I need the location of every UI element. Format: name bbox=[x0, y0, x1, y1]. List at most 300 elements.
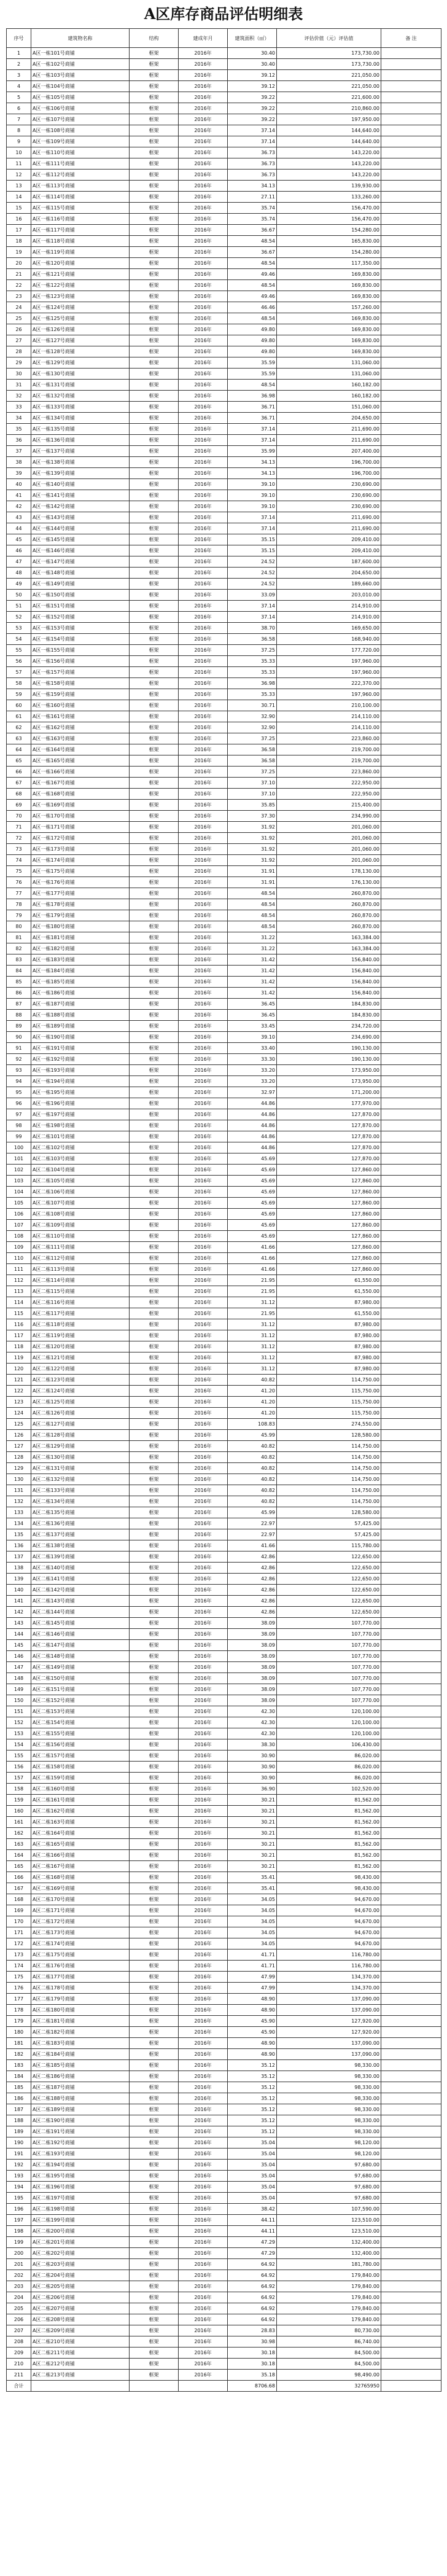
row-value: 137,090.00 bbox=[277, 2049, 381, 2060]
row-no: 107 bbox=[7, 1220, 31, 1231]
table-row bbox=[7, 2314, 441, 2325]
row-value: 219,700.00 bbox=[277, 744, 381, 755]
row-value: 84,500.00 bbox=[277, 2359, 381, 2370]
row-struct: 框架 bbox=[130, 424, 179, 435]
row-area: 38.30 bbox=[228, 1739, 277, 1751]
row-area: 30.71 bbox=[228, 700, 277, 711]
row-struct: 框架 bbox=[130, 667, 179, 678]
row-struct: 框架 bbox=[130, 2193, 179, 2204]
row-struct: 框架 bbox=[130, 1518, 179, 1529]
row-no: 185 bbox=[7, 2082, 31, 2093]
table-row bbox=[7, 943, 441, 954]
row-note bbox=[381, 844, 441, 855]
row-name: A区一栋198号商铺 bbox=[31, 1120, 130, 1131]
row-value: 184,830.00 bbox=[277, 1010, 381, 1021]
row-no: 10 bbox=[7, 147, 31, 158]
row-value: 211,690.00 bbox=[277, 424, 381, 435]
row-struct: 框架 bbox=[130, 2082, 179, 2093]
row-value: 94,670.00 bbox=[277, 1905, 381, 1916]
row-year: 2016年 bbox=[179, 999, 228, 1010]
row-struct: 框架 bbox=[130, 1198, 179, 1209]
table-row bbox=[7, 435, 441, 446]
row-year: 2016年 bbox=[179, 1872, 228, 1883]
row-no: 164 bbox=[7, 1850, 31, 1861]
row-no: 207 bbox=[7, 2325, 31, 2336]
row-value: 197,950.00 bbox=[277, 114, 381, 125]
row-year: 2016年 bbox=[179, 2160, 228, 2171]
row-struct: 框架 bbox=[130, 1673, 179, 1684]
row-name: A区二栋173号商铺 bbox=[31, 1927, 130, 1938]
row-year: 2016年 bbox=[179, 1474, 228, 1485]
row-struct: 框架 bbox=[130, 92, 179, 103]
row-note bbox=[381, 855, 441, 866]
row-year: 2016年 bbox=[179, 479, 228, 490]
row-no: 63 bbox=[7, 733, 31, 744]
table-row bbox=[7, 2193, 441, 2204]
row-note bbox=[381, 391, 441, 402]
row-struct: 框架 bbox=[130, 888, 179, 899]
row-struct: 框架 bbox=[130, 2359, 179, 2370]
row-no: 124 bbox=[7, 1408, 31, 1419]
row-note bbox=[381, 2049, 441, 2060]
row-year: 2016年 bbox=[179, 2237, 228, 2248]
row-name: A区一栋141号商铺 bbox=[31, 490, 130, 501]
row-value: 114,750.00 bbox=[277, 1463, 381, 1474]
row-name: A区二栋118号商铺 bbox=[31, 1319, 130, 1330]
row-struct: 框架 bbox=[130, 1386, 179, 1397]
row-name: A区二栋213号商铺 bbox=[31, 2370, 130, 2381]
row-name: A区二栋106号商铺 bbox=[31, 1187, 130, 1198]
row-struct: 框架 bbox=[130, 645, 179, 656]
total-area: 8706.68 bbox=[228, 2381, 277, 2392]
row-name: A区一栋192号商铺 bbox=[31, 1054, 130, 1065]
row-struct: 框架 bbox=[130, 1684, 179, 1695]
row-no: 16 bbox=[7, 214, 31, 225]
row-name: A区一栋120号商铺 bbox=[31, 258, 130, 269]
row-struct: 框架 bbox=[130, 291, 179, 302]
row-area: 31.92 bbox=[228, 855, 277, 866]
row-year: 2016年 bbox=[179, 722, 228, 733]
row-note bbox=[381, 2005, 441, 2016]
row-year: 2016年 bbox=[179, 1574, 228, 1585]
row-no: 106 bbox=[7, 1209, 31, 1220]
row-year: 2016年 bbox=[179, 1673, 228, 1684]
row-note bbox=[381, 1463, 441, 1474]
row-note bbox=[381, 479, 441, 490]
row-note bbox=[381, 2126, 441, 2137]
row-name: A区一栋146号商铺 bbox=[31, 545, 130, 556]
row-struct: 框架 bbox=[130, 1297, 179, 1308]
row-no: 175 bbox=[7, 1972, 31, 1983]
row-name: A区一栋155号商铺 bbox=[31, 645, 130, 656]
row-struct: 框架 bbox=[130, 1905, 179, 1916]
table-row bbox=[7, 1209, 441, 1220]
table-row bbox=[7, 269, 441, 280]
table-row bbox=[7, 1430, 441, 1441]
row-note bbox=[381, 921, 441, 932]
row-note bbox=[381, 1187, 441, 1198]
row-area: 39.22 bbox=[228, 92, 277, 103]
row-name: A区二栋142号商铺 bbox=[31, 1585, 130, 1596]
row-no: 146 bbox=[7, 1651, 31, 1662]
row-name: A区一栋164号商铺 bbox=[31, 744, 130, 755]
table-row bbox=[7, 125, 441, 136]
row-struct: 框架 bbox=[130, 1551, 179, 1563]
row-value: 127,860.00 bbox=[277, 1253, 381, 1264]
row-area: 30.21 bbox=[228, 1839, 277, 1850]
row-year: 2016年 bbox=[179, 280, 228, 291]
row-name: A区一栋173号商铺 bbox=[31, 844, 130, 855]
row-area: 38.70 bbox=[228, 623, 277, 634]
row-struct: 框架 bbox=[130, 1817, 179, 1828]
row-area: 35.12 bbox=[228, 2060, 277, 2071]
row-area: 31.92 bbox=[228, 844, 277, 855]
row-area: 31.12 bbox=[228, 1341, 277, 1352]
row-name: A区一栋121号商铺 bbox=[31, 269, 130, 280]
row-struct: 框架 bbox=[130, 556, 179, 568]
table-row bbox=[7, 324, 441, 335]
row-struct: 框架 bbox=[130, 744, 179, 755]
row-name: A区二栋192号商铺 bbox=[31, 2137, 130, 2149]
row-note bbox=[381, 1927, 441, 1938]
row-value: 116,780.00 bbox=[277, 1961, 381, 1972]
row-area: 48.54 bbox=[228, 888, 277, 899]
row-area: 42.86 bbox=[228, 1596, 277, 1607]
row-name: A区一栋150号商铺 bbox=[31, 590, 130, 601]
row-struct: 框架 bbox=[130, 689, 179, 700]
header-year: 建成年月 bbox=[179, 29, 228, 48]
row-name: A区一栋147号商铺 bbox=[31, 556, 130, 568]
row-name: A区二栋116号商铺 bbox=[31, 1297, 130, 1308]
row-name: A区一栋139号商铺 bbox=[31, 468, 130, 479]
row-area: 35.04 bbox=[228, 2182, 277, 2193]
row-year: 2016年 bbox=[179, 2259, 228, 2270]
table-row bbox=[7, 203, 441, 214]
row-struct: 框架 bbox=[130, 158, 179, 170]
row-struct: 框架 bbox=[130, 1894, 179, 1905]
row-area: 38.42 bbox=[228, 2204, 277, 2215]
row-no: 122 bbox=[7, 1386, 31, 1397]
row-value: 106,430.00 bbox=[277, 1739, 381, 1751]
row-name: A区一栋102号商铺 bbox=[31, 59, 130, 70]
row-note bbox=[381, 1839, 441, 1850]
row-year: 2016年 bbox=[179, 1916, 228, 1927]
row-area: 38.09 bbox=[228, 1640, 277, 1651]
row-value: 97,680.00 bbox=[277, 2171, 381, 2182]
row-note bbox=[381, 468, 441, 479]
row-struct: 框架 bbox=[130, 1408, 179, 1419]
row-name: A区二栋102号商铺 bbox=[31, 1142, 130, 1153]
row-name: A区一栋181号商铺 bbox=[31, 932, 130, 943]
row-value: 169,650.00 bbox=[277, 623, 381, 634]
row-no: 104 bbox=[7, 1187, 31, 1198]
row-name: A区一栋103号商铺 bbox=[31, 70, 130, 81]
row-note bbox=[381, 888, 441, 899]
row-value: 234,690.00 bbox=[277, 1032, 381, 1043]
row-year: 2016年 bbox=[179, 700, 228, 711]
row-value: 131,060.00 bbox=[277, 369, 381, 380]
row-struct: 框架 bbox=[130, 501, 179, 512]
total-empty-note bbox=[381, 2381, 441, 2392]
row-year: 2016年 bbox=[179, 203, 228, 214]
row-value: 107,590.00 bbox=[277, 2204, 381, 2215]
row-no: 208 bbox=[7, 2336, 31, 2348]
row-name: A区二栋159号商铺 bbox=[31, 1773, 130, 1784]
row-no: 61 bbox=[7, 711, 31, 722]
row-note bbox=[381, 1717, 441, 1728]
row-note bbox=[381, 2359, 441, 2370]
row-no: 184 bbox=[7, 2071, 31, 2082]
row-year: 2016年 bbox=[179, 335, 228, 346]
row-note bbox=[381, 811, 441, 822]
row-no: 149 bbox=[7, 1684, 31, 1695]
row-name: A区一栋124号商铺 bbox=[31, 302, 130, 313]
row-value: 123,510.00 bbox=[277, 2226, 381, 2237]
row-year: 2016年 bbox=[179, 1209, 228, 1220]
row-area: 35.59 bbox=[228, 369, 277, 380]
row-struct: 框架 bbox=[130, 1706, 179, 1717]
row-value: 181,780.00 bbox=[277, 2259, 381, 2270]
row-area: 30.21 bbox=[228, 1850, 277, 1861]
row-note bbox=[381, 2226, 441, 2237]
table-row bbox=[7, 1507, 441, 1518]
valuation-table bbox=[6, 28, 441, 2392]
row-year: 2016年 bbox=[179, 1905, 228, 1916]
row-note bbox=[381, 2193, 441, 2204]
table-row bbox=[7, 634, 441, 645]
row-value: 87,980.00 bbox=[277, 1364, 381, 1375]
row-note bbox=[381, 2060, 441, 2071]
row-area: 35.59 bbox=[228, 357, 277, 369]
row-note bbox=[381, 2215, 441, 2226]
row-area: 37.25 bbox=[228, 767, 277, 778]
table-row bbox=[7, 136, 441, 147]
row-year: 2016年 bbox=[179, 789, 228, 800]
table-row bbox=[7, 1253, 441, 1264]
row-name: A区二栋103号商铺 bbox=[31, 1153, 130, 1165]
row-no: 3 bbox=[7, 70, 31, 81]
row-year: 2016年 bbox=[179, 1065, 228, 1076]
row-year: 2016年 bbox=[179, 1397, 228, 1408]
row-note bbox=[381, 1673, 441, 1684]
row-name: A区二栋165号商铺 bbox=[31, 1839, 130, 1850]
row-struct: 框架 bbox=[130, 2137, 179, 2149]
row-struct: 框架 bbox=[130, 2149, 179, 2160]
row-year: 2016年 bbox=[179, 2038, 228, 2049]
row-value: 169,830.00 bbox=[277, 346, 381, 357]
row-no: 89 bbox=[7, 1021, 31, 1032]
row-no: 18 bbox=[7, 236, 31, 247]
row-area: 35.41 bbox=[228, 1872, 277, 1883]
row-note bbox=[381, 1319, 441, 1330]
row-value: 94,670.00 bbox=[277, 1916, 381, 1927]
row-note bbox=[381, 1176, 441, 1187]
row-name: A区一栋190号商铺 bbox=[31, 1032, 130, 1043]
row-name: A区一栋119号商铺 bbox=[31, 247, 130, 258]
row-struct: 框架 bbox=[130, 1220, 179, 1231]
row-year: 2016年 bbox=[179, 258, 228, 269]
row-no: 181 bbox=[7, 2038, 31, 2049]
row-value: 197,960.00 bbox=[277, 667, 381, 678]
row-name: A区一栋157号商铺 bbox=[31, 667, 130, 678]
table-row bbox=[7, 1563, 441, 1574]
row-note bbox=[381, 711, 441, 722]
row-year: 2016年 bbox=[179, 247, 228, 258]
row-value: 57,425.00 bbox=[277, 1518, 381, 1529]
table-row bbox=[7, 2149, 441, 2160]
row-no: 36 bbox=[7, 435, 31, 446]
row-note bbox=[381, 1728, 441, 1739]
table-row bbox=[7, 2303, 441, 2314]
row-struct: 框架 bbox=[130, 1983, 179, 1994]
row-name: A区一栋197号商铺 bbox=[31, 1109, 130, 1120]
table-row bbox=[7, 247, 441, 258]
row-struct: 框架 bbox=[130, 125, 179, 136]
row-area: 48.90 bbox=[228, 2038, 277, 2049]
row-value: 115,750.00 bbox=[277, 1408, 381, 1419]
row-area: 40.82 bbox=[228, 1452, 277, 1463]
row-struct: 框架 bbox=[130, 601, 179, 612]
row-value: 215,400.00 bbox=[277, 800, 381, 811]
row-area: 30.40 bbox=[228, 59, 277, 70]
row-area: 37.10 bbox=[228, 789, 277, 800]
table-row bbox=[7, 2126, 441, 2137]
row-value: 120,100.00 bbox=[277, 1728, 381, 1739]
row-no: 37 bbox=[7, 446, 31, 457]
row-struct: 框架 bbox=[130, 545, 179, 556]
row-year: 2016年 bbox=[179, 1640, 228, 1651]
table-row bbox=[7, 1618, 441, 1629]
row-year: 2016年 bbox=[179, 1463, 228, 1474]
row-area: 36.73 bbox=[228, 170, 277, 181]
table-row bbox=[7, 1983, 441, 1994]
table-row bbox=[7, 800, 441, 811]
row-name: A区二栋150号商铺 bbox=[31, 1673, 130, 1684]
table-row bbox=[7, 1905, 441, 1916]
row-year: 2016年 bbox=[179, 2292, 228, 2303]
row-year: 2016年 bbox=[179, 579, 228, 590]
row-area: 27.11 bbox=[228, 192, 277, 203]
row-value: 197,960.00 bbox=[277, 689, 381, 700]
table-row bbox=[7, 1762, 441, 1773]
table-row bbox=[7, 2137, 441, 2149]
row-area: 36.98 bbox=[228, 391, 277, 402]
row-no: 38 bbox=[7, 457, 31, 468]
row-name: A区二栋123号商铺 bbox=[31, 1375, 130, 1386]
table-row bbox=[7, 1662, 441, 1673]
row-struct: 框架 bbox=[130, 302, 179, 313]
row-year: 2016年 bbox=[179, 1021, 228, 1032]
table-row bbox=[7, 2281, 441, 2292]
row-no: 135 bbox=[7, 1529, 31, 1540]
row-year: 2016年 bbox=[179, 667, 228, 678]
row-value: 94,670.00 bbox=[277, 1894, 381, 1905]
row-name: A区一栋113号商铺 bbox=[31, 181, 130, 192]
row-area: 40.82 bbox=[228, 1463, 277, 1474]
row-name: A区一栋106号商铺 bbox=[31, 103, 130, 114]
row-area: 47.29 bbox=[228, 2248, 277, 2259]
row-area: 41.20 bbox=[228, 1397, 277, 1408]
row-area: 32.97 bbox=[228, 1087, 277, 1098]
table-row bbox=[7, 1264, 441, 1275]
row-note bbox=[381, 1308, 441, 1319]
row-value: 204,650.00 bbox=[277, 568, 381, 579]
table-row bbox=[7, 2027, 441, 2038]
row-no: 51 bbox=[7, 601, 31, 612]
row-name: A区一栋127号商铺 bbox=[31, 335, 130, 346]
row-name: A区二栋164号商铺 bbox=[31, 1828, 130, 1839]
row-struct: 框架 bbox=[130, 778, 179, 789]
row-no: 78 bbox=[7, 899, 31, 910]
row-no: 118 bbox=[7, 1341, 31, 1352]
row-struct: 框架 bbox=[130, 1563, 179, 1574]
row-year: 2016年 bbox=[179, 822, 228, 833]
row-year: 2016年 bbox=[179, 2071, 228, 2082]
row-value: 107,770.00 bbox=[277, 1629, 381, 1640]
row-no: 17 bbox=[7, 225, 31, 236]
row-no: 147 bbox=[7, 1662, 31, 1673]
row-year: 2016年 bbox=[179, 1330, 228, 1341]
row-value: 201,060.00 bbox=[277, 833, 381, 844]
row-note bbox=[381, 1297, 441, 1308]
row-struct: 框架 bbox=[130, 921, 179, 932]
row-area: 44.86 bbox=[228, 1131, 277, 1142]
row-no: 193 bbox=[7, 2171, 31, 2182]
row-note bbox=[381, 2137, 441, 2149]
row-year: 2016年 bbox=[179, 767, 228, 778]
row-area: 37.25 bbox=[228, 645, 277, 656]
row-area: 64.92 bbox=[228, 2259, 277, 2270]
row-year: 2016年 bbox=[179, 136, 228, 147]
row-struct: 框架 bbox=[130, 1054, 179, 1065]
row-struct: 框架 bbox=[130, 225, 179, 236]
row-no: 126 bbox=[7, 1430, 31, 1441]
row-no: 137 bbox=[7, 1551, 31, 1563]
row-no: 74 bbox=[7, 855, 31, 866]
table-row bbox=[7, 855, 441, 866]
row-struct: 框架 bbox=[130, 656, 179, 667]
row-area: 30.18 bbox=[228, 2348, 277, 2359]
row-value: 207,400.00 bbox=[277, 446, 381, 457]
row-value: 189,660.00 bbox=[277, 579, 381, 590]
row-name: A区二栋182号商铺 bbox=[31, 2027, 130, 2038]
row-no: 186 bbox=[7, 2093, 31, 2104]
row-year: 2016年 bbox=[179, 1419, 228, 1430]
row-value: 94,670.00 bbox=[277, 1927, 381, 1938]
row-name: A区一栋112号商铺 bbox=[31, 170, 130, 181]
row-name: A区二栋141号商铺 bbox=[31, 1574, 130, 1585]
row-struct: 框架 bbox=[130, 1463, 179, 1474]
row-value: 127,870.00 bbox=[277, 1131, 381, 1142]
row-value: 97,680.00 bbox=[277, 2160, 381, 2171]
row-value: 234,720.00 bbox=[277, 1021, 381, 1032]
row-no: 138 bbox=[7, 1563, 31, 1574]
row-no: 54 bbox=[7, 634, 31, 645]
table-row bbox=[7, 1065, 441, 1076]
row-value: 223,860.00 bbox=[277, 733, 381, 744]
total-empty-struct bbox=[130, 2381, 179, 2392]
row-struct: 框架 bbox=[130, 1474, 179, 1485]
row-no: 53 bbox=[7, 623, 31, 634]
row-no: 50 bbox=[7, 590, 31, 601]
row-year: 2016年 bbox=[179, 966, 228, 977]
row-struct: 框架 bbox=[130, 579, 179, 590]
row-value: 156,840.00 bbox=[277, 966, 381, 977]
row-area: 35.15 bbox=[228, 545, 277, 556]
row-struct: 框架 bbox=[130, 1529, 179, 1540]
row-year: 2016年 bbox=[179, 1751, 228, 1762]
row-struct: 框架 bbox=[130, 2370, 179, 2381]
